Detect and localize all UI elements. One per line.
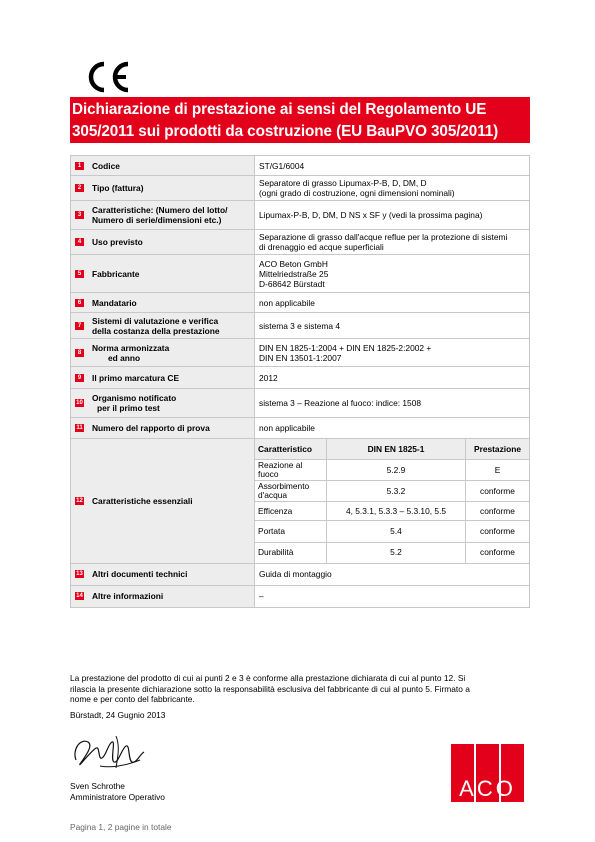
inner-table-header [255,439,529,460]
inner-table-row [255,460,529,481]
item-number-badge: 13 [76,571,83,577]
table-row [71,176,530,201]
signer-role: Amministratore Operativo [70,791,165,802]
row-label: per il primo test [97,403,160,413]
performance-cell: conforme [466,502,530,521]
row-label: Altri documenti technici [92,569,188,579]
table-row-essential-characteristics [71,439,530,564]
table-row [71,156,530,176]
performance-cell: conforme [466,543,530,563]
statement-line: rilascia la presente dichiarazione sotto la responsabilità esclusiva del fabbricante di cui al punto 5. Firmato a [70,683,470,694]
row-label: Caratteristiche essenziali [92,495,193,506]
performance-cell: E [466,460,530,481]
item-number-badge: 4 [75,238,84,246]
clause-cell: 5.4 [327,521,466,543]
item-number-badge: 8 [75,349,84,357]
row-value: Lipumax-P-B, D, DM, D NS x SF y (vedi la prossima pagina) [259,210,483,220]
column-header: Prestazione [466,439,530,460]
row-value: non applicabile [259,297,315,308]
row-label: Il primo marcatura CE [92,372,180,383]
row-value: 2012 [259,372,278,383]
item-number-badge: 10 [76,400,83,406]
table-row [71,418,530,439]
conformity-statement [70,673,530,705]
row-value: ST/G1/6004 [259,160,305,171]
column-header: Caratteristico [255,439,327,460]
characteristic-cell: Reazione al [258,460,303,470]
table-row [71,201,530,230]
row-label: Fabbricante [92,268,140,279]
performance-cell: conforme [466,521,530,543]
ce-mark [84,60,132,94]
row-label: Mandatario [92,297,137,308]
row-value: Guida di montaggio [259,569,332,579]
item-number-badge: 14 [76,593,83,599]
table-row [71,255,530,293]
row-value: (ogni grado di costruzione, ogni dimensioni nominali) [259,188,455,198]
row-value: DIN EN 1825-1:2004 + DIN EN 1825-2:2002 + [259,342,432,353]
aco-logo [451,744,524,802]
row-label: Numero del rapporto di prova [92,423,210,433]
row-label: Norma armonizzata [92,342,170,353]
row-label: Uso previsto [92,237,143,247]
statement-line: La prestazione del prodotto di cui ai punti 2 e 3 è conforme alla prestazione dichiarata di cui al punto 12. Si [70,673,466,683]
signer-name: Sven Schrothe [70,781,125,791]
row-value: di drenaggio ed acque superficiali [259,242,384,252]
title-line: 305/2011 sui prodotti da costruzione (EU BauPVO 305/2011) [72,122,499,140]
characteristic-cell: Portata [258,526,286,536]
row-value: DIN EN 13501-1:2007 [259,352,342,363]
item-number-badge: 2 [75,184,84,192]
row-label: Sistemi di valutazione e verifica [92,315,219,326]
row-label: della costanza della prestazione [92,325,220,336]
row-value: Separazione di grasso dall'acque reflue per la protezione di sistemi [259,232,508,242]
declaration-table [70,155,530,608]
table-row [71,313,530,339]
inner-table-row [255,543,529,563]
row-label: Altre informazioni [92,591,164,601]
row-label: Numero di serie/dimensioni etc.) [92,215,222,225]
item-number-badge: 12 [76,497,83,504]
row-value: Separatore di grasso Lipumax-P-B, D, DM, D [259,178,427,188]
item-number-badge: 9 [75,374,84,382]
title-line: Dichiarazione di prestazione ai sensi del Regolamento UE [72,101,487,118]
clause-cell: 5.3.2 [327,481,466,502]
table-row [71,230,530,255]
clause-cell: 5.2.9 [327,460,466,481]
table-row [71,389,530,418]
column-header: DIN EN 1825-1 [327,439,466,460]
characteristic-cell: fuoco [258,469,279,479]
row-label: ed anno [108,352,141,363]
table-row [71,563,530,585]
inner-table-row [255,521,529,543]
statement-line: nome e per conto del fabbricante. [70,694,195,704]
document-title [70,97,530,143]
row-value: Mittelriedstraße 25 [259,268,329,279]
inner-table-row [255,502,529,521]
characteristic-cell: Assorbimento [258,481,310,491]
clause-cell: 4, 5.3.1, 5.3.3 – 5.3.10, 5.5 [327,502,466,521]
essential-characteristics-table [255,439,529,563]
characteristic-cell: d'acqua [258,490,288,500]
row-value: sistema 3 – Reazione al fuoco: indice: 1508 [259,398,422,408]
pagination: Pagina 1, 2 pagine in totale [70,822,172,832]
item-number-badge: 7 [75,322,84,330]
table-row [71,339,530,367]
place-date: Bürstadt, 24 Gugnio 2013 [70,710,166,720]
signature [70,730,150,775]
table-row [71,367,530,389]
clause-cell: 5.2 [327,543,466,563]
row-label: Tipo (fattura) [92,183,144,193]
row-label: Caratteristiche: (Numero del lotto/ [92,205,228,215]
characteristic-cell: Efficenza [258,505,293,516]
svg-text:ACO: ACO [459,776,516,801]
item-number-badge: 11 [76,425,83,431]
item-number-badge: 1 [75,162,84,170]
inner-table-row [255,481,529,502]
performance-cell: conforme [466,481,530,502]
row-value: sistema 3 e sistema 4 [259,320,340,331]
row-value: ACO Beton GmbH [259,258,328,269]
characteristic-cell: Durabilità [258,547,294,558]
row-value: non applicabile [259,423,315,433]
table-row [71,585,530,607]
row-value: – [259,591,264,601]
row-label: Organismo notificato [92,393,177,403]
row-value: D-68642 Bürstadt [259,278,325,289]
row-label: Codice [92,160,120,171]
item-number-badge: 6 [75,299,84,307]
item-number-badge: 3 [75,211,84,219]
signer-block [70,781,165,802]
item-number-badge: 5 [75,270,84,278]
table-row [71,293,530,313]
